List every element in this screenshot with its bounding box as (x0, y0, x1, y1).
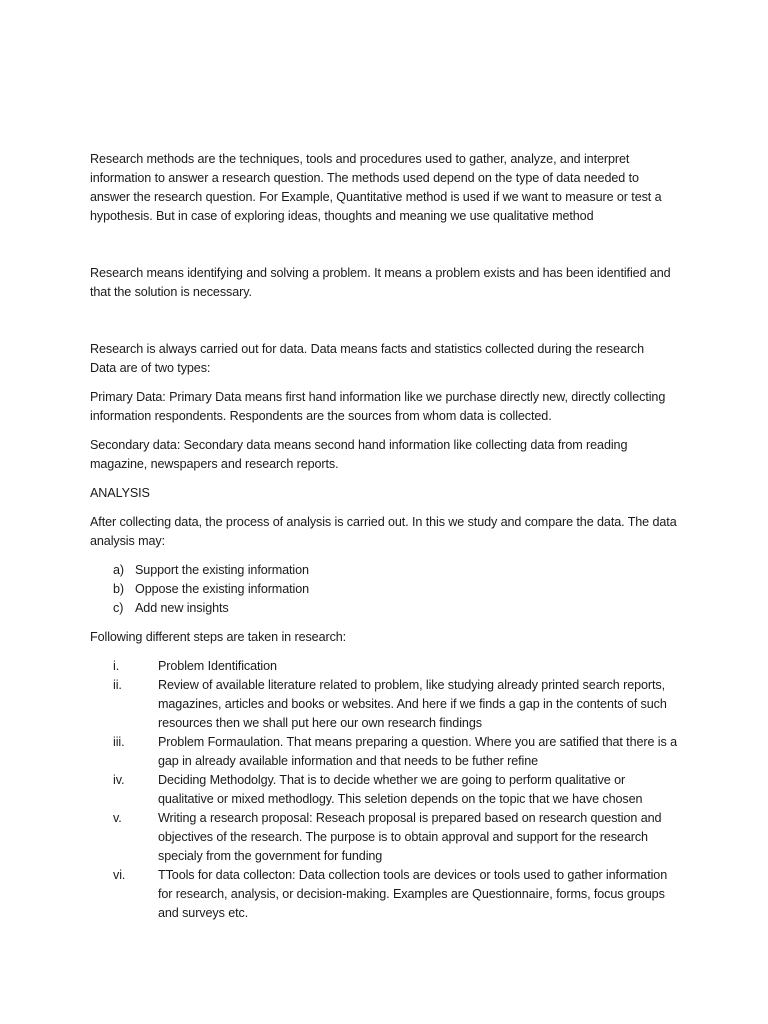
document-page (90, 150, 682, 923)
list-marker: c) (113, 601, 124, 615)
list-item-text: Oppose the existing information (135, 582, 310, 596)
list-item-text: Problem Formaulation. That means preparing a question. Where you are satified that there is a gap in already available information and that needs to be futher refine (158, 735, 677, 768)
list-item (90, 771, 682, 809)
list-marker: iv. (113, 773, 125, 787)
list-item (90, 866, 682, 923)
list-item-text: Support the existing information (135, 563, 309, 577)
paragraph-research-data-line1: Research is always carried out for data. Data means facts and statistics collected during the research (90, 342, 644, 356)
list-marker: ii. (113, 678, 122, 692)
paragraph-research-meaning: Research means identifying and solving a problem. It means a problem exists and has been identified and that the solution is necessary. (90, 266, 671, 299)
list-item (90, 676, 682, 733)
paragraph-secondary-data: Secondary data: Secondary data means second hand information like collecting data from reading magazine, newspapers and research reports. (90, 438, 628, 471)
paragraph-analysis: After collecting data, the process of analysis is carried out. In this we study and compare the data. The data analysis may: (90, 515, 677, 548)
list-item (90, 733, 682, 771)
list-item-text: TTools for data collecton: Data collection tools are devices or tools used to gather information for research, analysis, or decision-making. Examples are Questionnaire, forms, focus groups and surveys etc. (158, 868, 668, 920)
paragraph-research-steps: Following different steps are taken in research: (90, 630, 347, 644)
paragraph-research-data-line2: Data are of two types: (90, 361, 211, 375)
list-item-text: Problem Identification (158, 659, 277, 673)
list-marker: i. (113, 659, 120, 673)
list-item (90, 657, 682, 676)
analysis-outcomes-list (90, 561, 682, 618)
paragraph-research-methods: Research methods are the techniques, tools and procedures used to gather, analyze, and interpret information to answer a research question. The methods used depend on the type of data needed to answer the research question. For Example, Quantitative method is used if we want to measure or test a hypothesis. But in case of exploring ideas, thoughts and meaning we use qualitative method (90, 152, 662, 223)
paragraph-research-data (90, 340, 682, 378)
paragraph-primary-data: Primary Data: Primary Data means first hand information like we purchase directly new, directly collecting information respondents. Respondents are the sources from whom data is collected. (90, 390, 666, 423)
list-item-text: Review of available literature related to problem, like studying already printed search reports, magazines, articles and books or websites. And here if we finds a gap in the contents of such resources then we shall put here our own research findings (158, 678, 667, 730)
list-marker: iii. (113, 735, 125, 749)
list-marker: vi. (113, 868, 126, 882)
list-item (90, 561, 682, 580)
list-marker: a) (113, 563, 124, 577)
list-item (90, 599, 682, 618)
list-marker: b) (113, 582, 124, 596)
list-item-text: Writing a research proposal: Reseach proposal is prepared based on research question and objectives of the research. The purpose is to obtain approval and support for the research specialy from the government for funding (158, 811, 662, 863)
research-steps-list (90, 657, 682, 923)
list-item-text: Deciding Methodolgy. That is to decide whether we are going to perform qualitative or qualitative or mixed methodlogy. This seletion depends on the topic that we have chosen (158, 773, 643, 806)
list-marker: v. (113, 811, 122, 825)
heading-analysis: ANALYSIS (90, 486, 150, 500)
list-item-text: Add new insights (135, 601, 229, 615)
list-item (90, 809, 682, 866)
list-item (90, 580, 682, 599)
